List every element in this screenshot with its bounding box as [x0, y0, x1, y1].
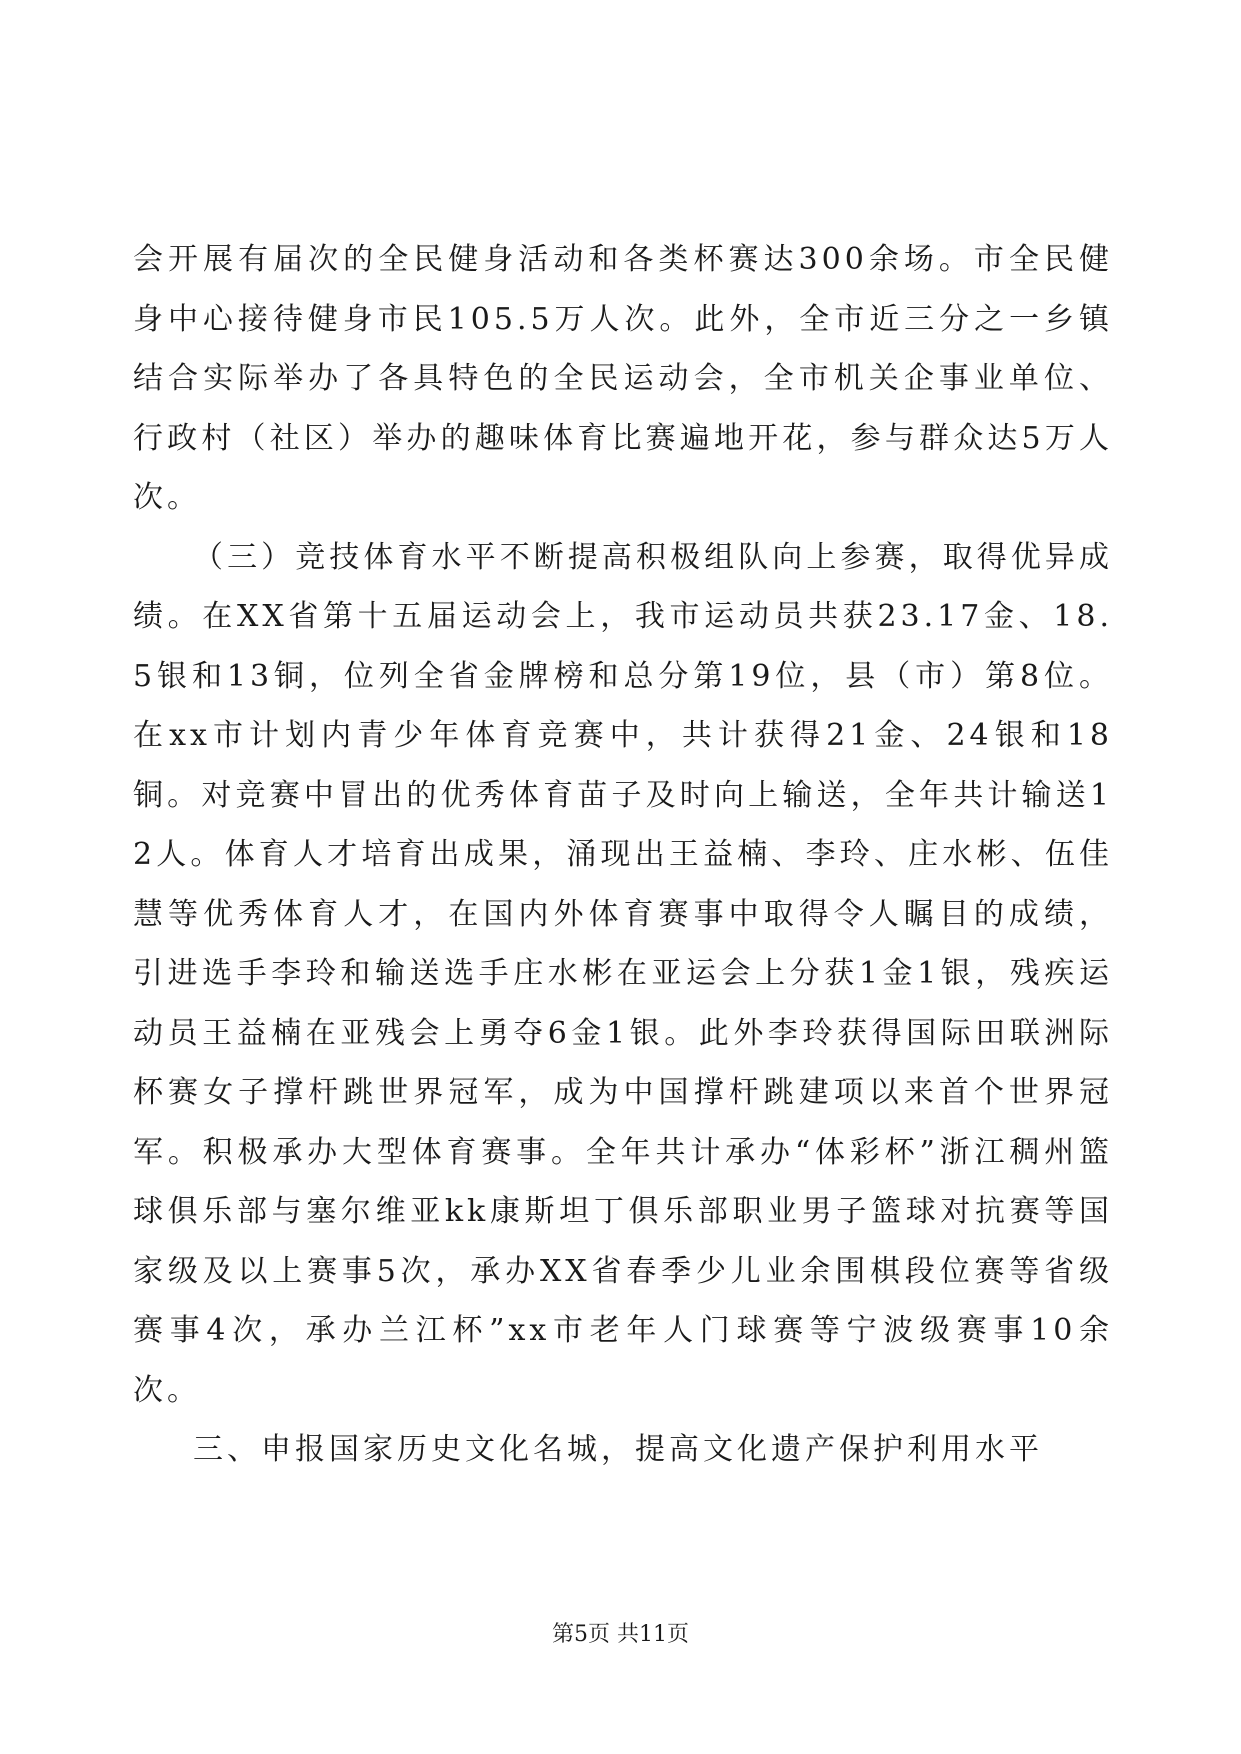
paragraph-continuation: 会开展有届次的全民健身活动和各类杯赛达300余场。市全民健身中心接待健身市民105.5万人次。此外，全市近三分之一乡镇结合实际举办了各具特色的全民运动会，全市机关企事业单位、行政村（社区）举办的趣味体育比赛遍地开花，参与群众达5万人次。	[133, 242, 1113, 515]
section-heading: 三、申报国家历史文化名城，提高文化遗产保护利用水平	[193, 1432, 1043, 1467]
page-footer: 第5页 共11页	[552, 1622, 689, 1647]
paragraph-competitive-sports: （三）竞技体育水平不断提高积极组队向上参赛，取得优异成绩。在XX省第十五届运动会上，我市运动员共获23.17金、18.5银和13铜，位列全省金牌榜和总分第19位，县（市）第8位。在xx市计划内青少年体育竞赛中，共计获得21金、24银和18铜。对竞赛中冒出的优秀体育苗子及时向上输送，全年共计输送12人。体育人才培育出成果，涌现出王益楠、李玲、庄水彬、伍佳慧等优秀体育人才，在国内外体育赛事中取得令人瞩目的成绩，引进选手李玲和输送选手庄水彬在亚运会上分获1金1银，残疾运动员王益楠在亚残会上勇夺6金1银。此外李玲获得国际田联洲际杯赛女子撑杆跳世界冠军，成为中国撑杆跳建项以来首个世界冠军。积极承办大型体育赛事。全年共计承办“体彩杯”浙江稠州篮球俱乐部与塞尔维亚kk康斯坦丁俱乐部职业男子篮球对抗赛等国家级及以上赛事5次，承办XX省春季少儿业余围棋段位赛等省级赛事4次，承办兰江杯”xx市老年人门球赛等宁波级赛事10余次。	[133, 539, 1113, 1408]
document-body	[133, 230, 1113, 1480]
